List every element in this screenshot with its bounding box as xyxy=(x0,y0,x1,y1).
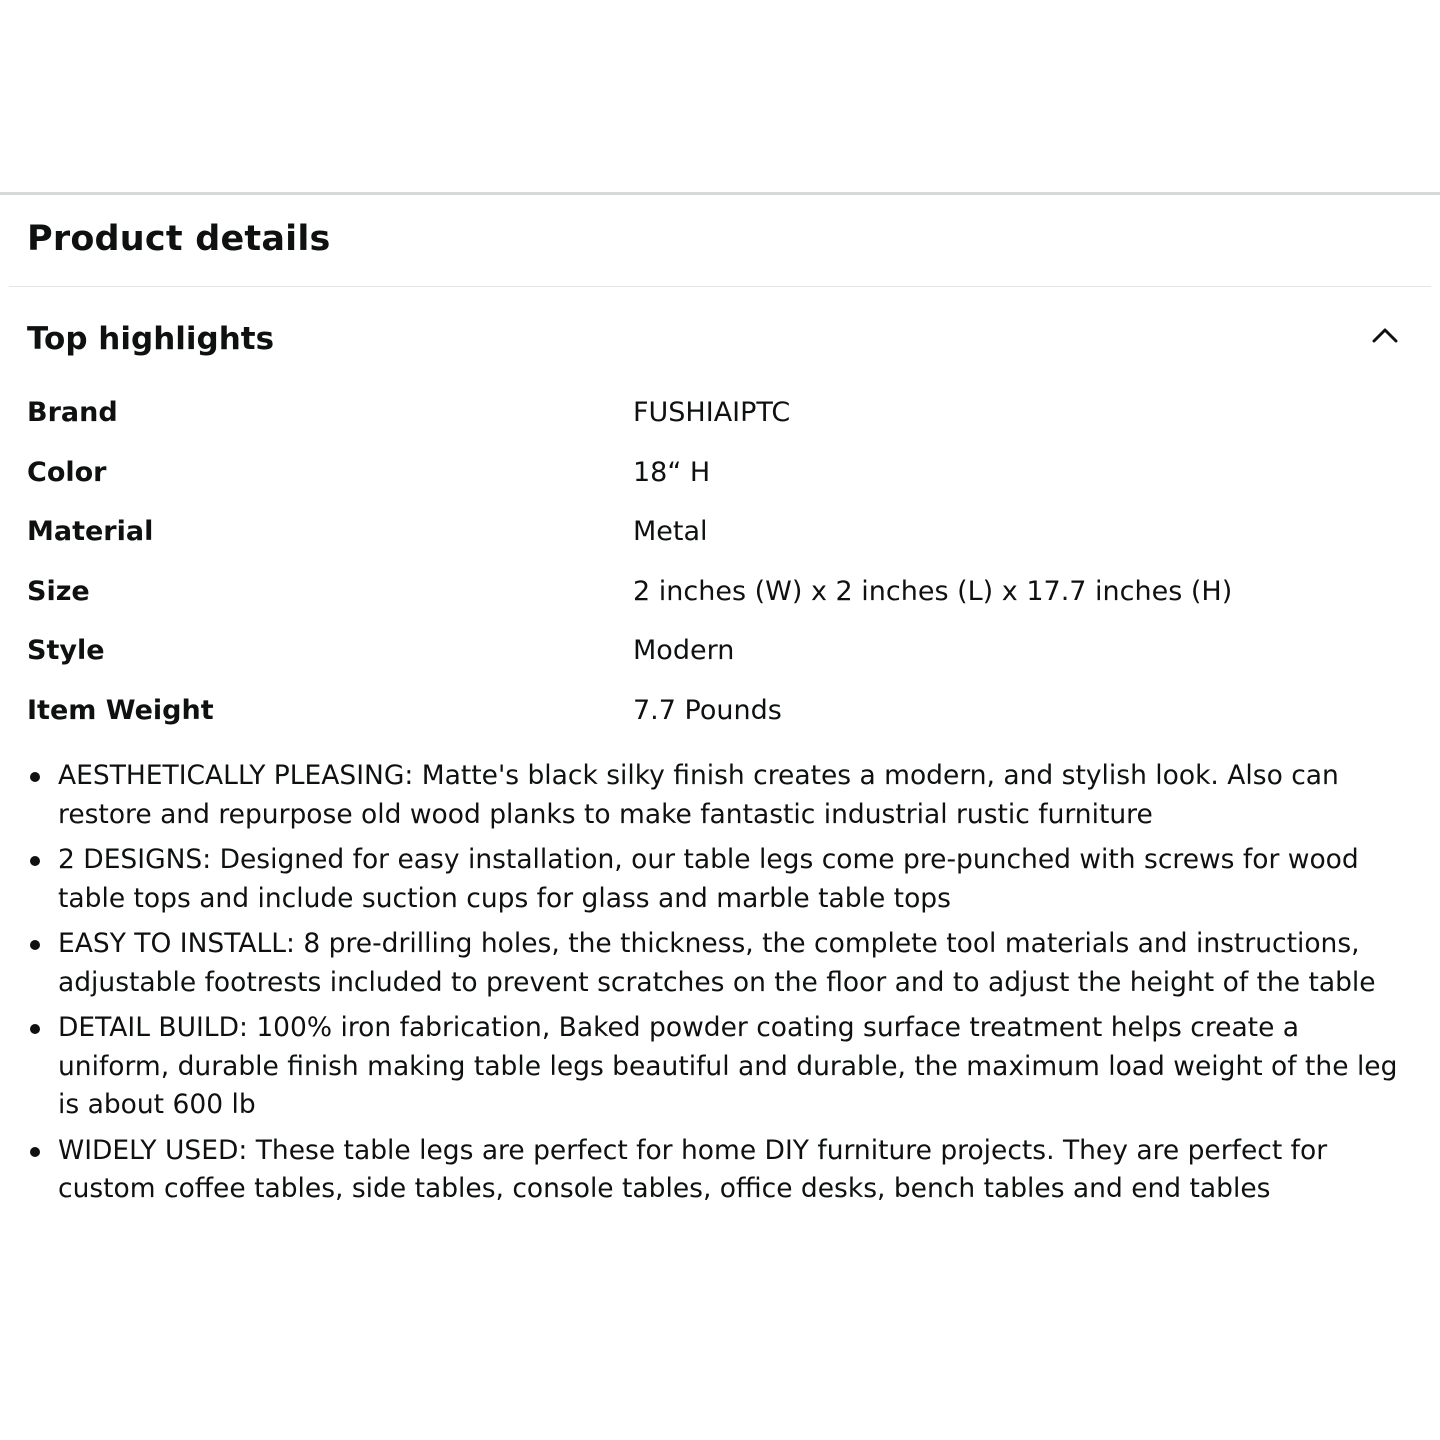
feature-bullet xyxy=(27,925,1417,1002)
top-divider xyxy=(0,192,1440,195)
spec-value: FUSHIAIPTC xyxy=(633,397,791,428)
feature-bullet xyxy=(27,1009,1417,1125)
bullet-text: EASY TO INSTALL: 8 pre-drilling holes, the thickness, the complete tool materials and instructions, adjustable footrests included to prevent scratches on the floor and to adjust the height of the table xyxy=(58,928,1376,998)
bullet-dot-icon xyxy=(30,772,40,782)
feature-bullet xyxy=(27,757,1417,834)
bullet-text: DETAIL BUILD: 100% iron fabrication, Baked powder coating surface treatment helps create a uniform, durable finish making table legs beautiful and durable, the maximum load weight of the leg is about 600 lb xyxy=(58,1012,1398,1120)
spec-value: 18“ H xyxy=(633,456,711,488)
spec-table xyxy=(27,383,1417,740)
feature-bullet xyxy=(27,1132,1417,1209)
spec-row-material xyxy=(27,502,1417,562)
feature-bullet xyxy=(27,841,1417,918)
section-divider xyxy=(9,286,1431,287)
collapse-toggle-button[interactable] xyxy=(1364,314,1406,356)
spec-row-color xyxy=(27,443,1417,503)
bullet-dot-icon xyxy=(30,1147,40,1157)
spec-row-size xyxy=(27,562,1417,622)
spec-label: Size xyxy=(27,575,90,607)
bullet-text: 2 DESIGNS: Designed for easy installation, our table legs come pre-punched with screws for wood table tops and include suction cups for glass and marble table tops xyxy=(58,844,1359,914)
top-highlights-header[interactable] xyxy=(0,314,1440,364)
spec-label: Material xyxy=(27,516,154,547)
bullet-dot-icon xyxy=(30,1024,40,1034)
spec-label: Style xyxy=(27,635,105,666)
feature-bullet-list xyxy=(27,757,1417,1216)
spec-row-brand xyxy=(27,383,1417,443)
spec-value: 2 inches (W) x 2 inches (L) x 17.7 inches (H) xyxy=(633,575,1233,607)
spec-label: Color xyxy=(27,456,107,488)
chevron-up-icon xyxy=(1371,326,1399,344)
bullet-text: WIDELY USED: These table legs are perfect for home DIY furniture projects. They are perfect for custom coffee tables, side tables, console tables, office desks, bench tables and end tables xyxy=(58,1134,1328,1204)
spec-value: 7.7 Pounds xyxy=(633,694,782,726)
page-title: Product details xyxy=(27,219,331,259)
spec-label: Item Weight xyxy=(27,694,214,726)
bullet-dot-icon xyxy=(30,940,40,950)
spec-row-item-weight xyxy=(27,681,1417,741)
section-title: Top highlights xyxy=(27,321,275,357)
spec-value: Modern xyxy=(633,635,735,666)
spec-label: Brand xyxy=(27,397,118,428)
spec-value: Metal xyxy=(633,516,708,547)
bullet-text: AESTHETICALLY PLEASING: Matte's black silky finish creates a modern, and stylish look. Also can restore and repurpose old wood planks to make fantastic industrial rustic furniture xyxy=(58,760,1339,830)
spec-row-style xyxy=(27,621,1417,681)
bullet-dot-icon xyxy=(30,856,40,866)
